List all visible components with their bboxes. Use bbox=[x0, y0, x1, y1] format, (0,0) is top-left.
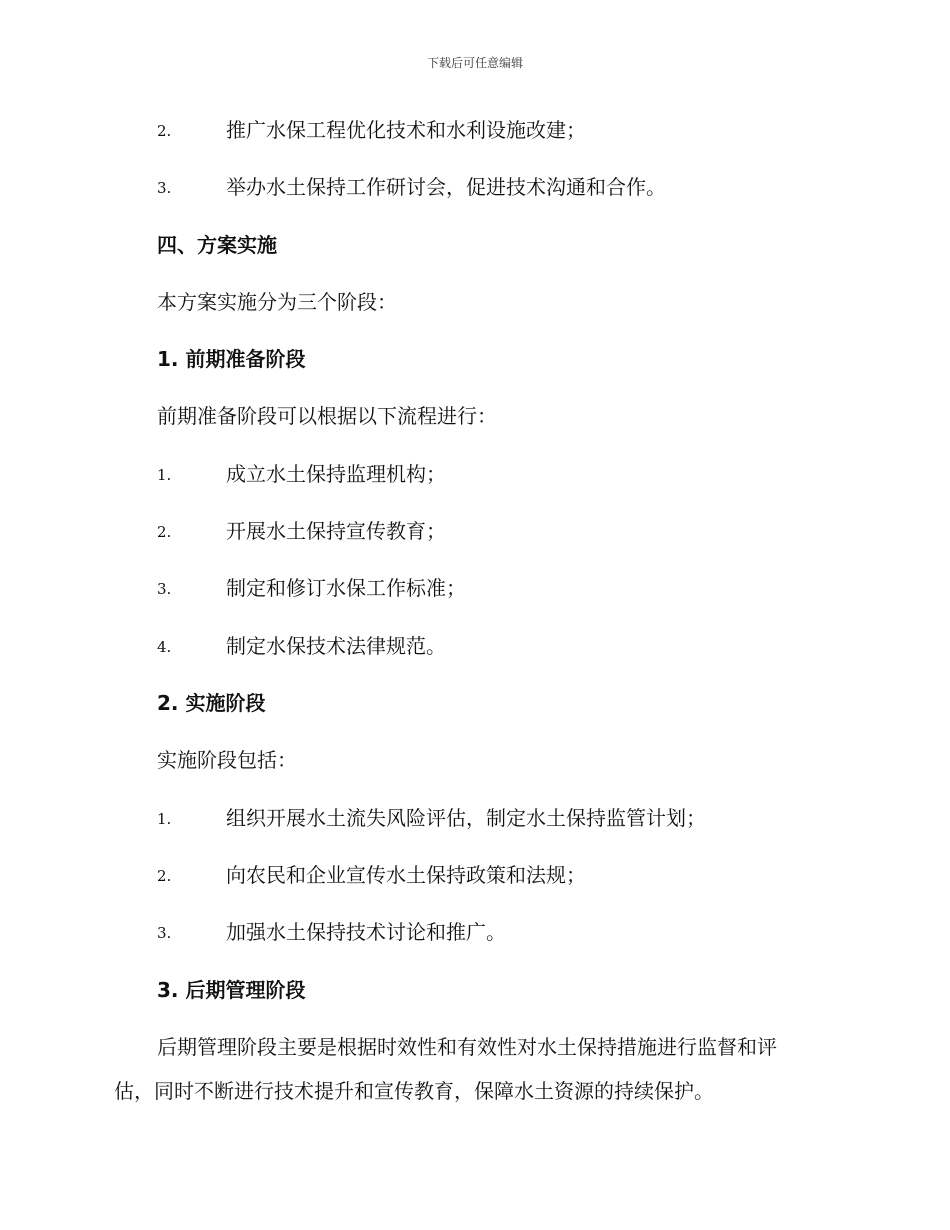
phase-heading: 1. 前期准备阶段 bbox=[157, 347, 306, 371]
list-item-text: 举办水土保持工作研讨会，促进技术沟通和合作。 bbox=[226, 175, 666, 199]
list-item-number: 2. bbox=[157, 122, 172, 140]
list-item-number: 1. bbox=[157, 466, 172, 484]
phase-intro: 前期准备阶段可以根据以下流程进行： bbox=[157, 404, 497, 428]
list-item-text: 制定水保技术法律规范。 bbox=[226, 634, 446, 658]
list-item-number: 3. bbox=[157, 924, 172, 942]
paragraph-line: 估，同时不断进行技术提升和宣传教育，保障水土资源的持续保护。 bbox=[114, 1079, 714, 1103]
phase-heading: 2. 实施阶段 bbox=[157, 691, 266, 715]
phase-intro: 实施阶段包括： bbox=[157, 748, 297, 772]
paragraph-line: 后期管理阶段主要是根据时效性和有效性对水土保持措施进行监督和评 bbox=[157, 1035, 777, 1059]
section-heading: 四、方案实施 bbox=[157, 233, 277, 257]
list-item-text: 向农民和企业宣传水土保持政策和法规； bbox=[226, 863, 586, 887]
list-item-text: 成立水土保持监理机构； bbox=[226, 462, 446, 486]
list-item-number: 3. bbox=[157, 580, 172, 598]
list-item-text: 制定和修订水保工作标准； bbox=[226, 576, 466, 600]
list-item-text: 开展水土保持宣传教育； bbox=[226, 519, 446, 543]
list-item-text: 推广水保工程优化技术和水利设施改建； bbox=[226, 118, 586, 142]
list-item-number: 3. bbox=[157, 179, 172, 197]
list-item-number: 4. bbox=[157, 638, 172, 656]
list-item-text: 组织开展水土流失风险评估，制定水土保持监管计划； bbox=[226, 806, 706, 830]
list-item-number: 2. bbox=[157, 867, 172, 885]
page-header: 下载后可任意编辑 bbox=[426, 56, 523, 70]
list-item-number: 1. bbox=[157, 810, 172, 828]
list-item-text: 加强水土保持技术讨论和推广。 bbox=[226, 920, 506, 944]
phase-heading: 3. 后期管理阶段 bbox=[157, 978, 306, 1002]
section-intro: 本方案实施分为三个阶段： bbox=[157, 290, 397, 314]
list-item-number: 2. bbox=[157, 523, 172, 541]
